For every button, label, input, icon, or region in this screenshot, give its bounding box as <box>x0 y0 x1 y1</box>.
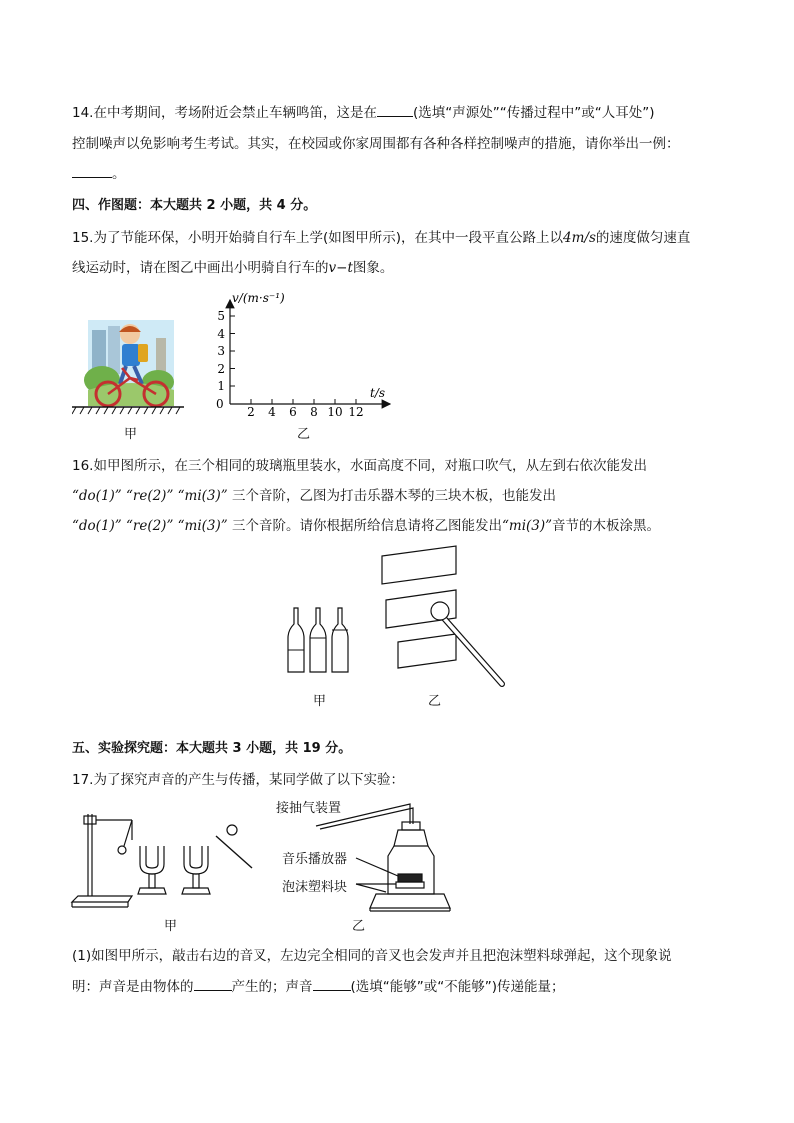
striking-mallet <box>216 836 252 868</box>
q15-line2 <box>72 259 393 277</box>
glass-bottles-illustration <box>282 606 354 674</box>
q16-line3 <box>72 517 660 535</box>
figure-caption-yi: 乙 <box>428 694 442 709</box>
q16-notes: “do(1)” “re(2)” “mi(3)” <box>72 488 228 504</box>
q17-sub1-line2 <box>72 977 565 996</box>
q16-text: 三个音阶，乙图为打击乐器木琴的三块木板，也能发出 <box>232 488 556 504</box>
figure-caption-yi: 乙 <box>352 919 366 934</box>
vt-graph[interactable] <box>210 288 400 422</box>
q16-notes: “do(1)” “re(2)” “mi(3)” <box>72 518 228 534</box>
answer-blank[interactable] <box>72 164 112 178</box>
x-tick-label: 6 <box>289 405 297 419</box>
x-tick-label: 12 <box>348 405 364 419</box>
answer-blank[interactable] <box>313 977 351 991</box>
q16-line1: 16.如甲图所示，在三个相同的玻璃瓶里装水，水面高度不同，对瓶口吹气，从左到右依次能发出 <box>72 458 647 474</box>
q14-line3 <box>72 164 126 183</box>
y-tick-label: 1 <box>217 379 225 393</box>
q15-line1 <box>72 229 690 247</box>
q17-sub1-line1: (1)如图甲所示，敲击右边的音叉，左边完全相同的音叉也会发声并且把泡沫塑料球弹起，这个现象说 <box>72 948 672 964</box>
q15-text-d: 图象。 <box>352 260 394 276</box>
x-tick-label: 2 <box>247 405 255 419</box>
q14-text-b: (选填“声源处”“传播过程中”或“人耳处”) <box>412 105 655 121</box>
mallet-head <box>431 602 449 620</box>
y-tick-label: 4 <box>217 327 225 341</box>
foam-ball <box>118 846 126 854</box>
q17-text-b: 产生的；声音 <box>231 979 313 995</box>
section-heading-4: 四、作图题：本大题共 2 小题，共 4 分。 <box>72 198 317 213</box>
figure-caption-jia: 甲 <box>313 694 327 709</box>
q15-speed: 4m/s <box>563 230 596 246</box>
x-tick-label: 8 <box>310 405 318 419</box>
x-tick-label: 4 <box>268 405 276 419</box>
q15-text-b: 的速度做匀速直 <box>595 230 691 246</box>
label-pump-device: 接抽气装置 <box>276 801 342 816</box>
origin-label: 0 <box>216 397 224 411</box>
answer-blank[interactable] <box>377 103 413 117</box>
x-axis-label: t/s <box>370 386 386 400</box>
q17-text-a: 明：声音是由物体的 <box>72 979 194 995</box>
q16-text-end: 音节的木板涂黑。 <box>552 518 661 534</box>
section-heading-5: 五、实验探究题：本大题共 3 小题，共 19 分。 <box>72 741 352 756</box>
x-tick-label: 10 <box>327 405 343 419</box>
y-tick-label: 5 <box>217 309 225 323</box>
cyclist-illustration <box>72 318 184 418</box>
q14-period: 。 <box>112 166 126 182</box>
q15-vt: v−t <box>328 260 353 276</box>
y-tick-label: 2 <box>217 362 225 376</box>
q14-text-a: 14.在中考期间，考场附近会禁止车辆鸣笛，这是在 <box>72 105 377 121</box>
q15-text-c: 线运动时，请在图乙中画出小明骑自行车的 <box>72 260 329 276</box>
y-tick-label: 3 <box>217 344 225 358</box>
figure-caption-jia: 甲 <box>164 919 178 934</box>
q17-line1: 17.为了探究声音的产生与传播，某同学做了以下实验： <box>72 772 404 788</box>
wood-board-bottom <box>398 634 456 668</box>
xylophone-illustration <box>376 544 510 694</box>
q16-text: 三个音阶。请你根据所给信息请将乙图能发出 <box>232 518 502 534</box>
q14-line1 <box>72 103 654 122</box>
q14-line2: 控制噪声以免影响考生考试。其实，在校园或你家周围都有各种各样控制噪声的措施，请你举出一例： <box>72 136 680 152</box>
tuning-fork-illustration <box>70 806 266 914</box>
figure-caption-jia: 甲 <box>124 427 138 442</box>
answer-blank[interactable] <box>194 977 232 991</box>
q16-mi-note: “mi(3)” <box>502 518 553 534</box>
q16-line2 <box>72 487 556 505</box>
label-foam-block: 泡沫塑料块 <box>282 880 348 895</box>
wood-board-top <box>382 546 456 584</box>
figure-caption-yi: 乙 <box>297 427 311 442</box>
label-music-player: 音乐播放器 <box>282 852 348 867</box>
q17-text-c: (选填“能够”或“不能够”)传递能量； <box>350 979 565 995</box>
y-axis-label: v/(m·s⁻¹) <box>232 291 285 305</box>
q15-text-a: 15.为了节能环保，小明开始骑自行车上学(如图甲所示)，在其中一段平直公路上以 <box>72 230 564 246</box>
